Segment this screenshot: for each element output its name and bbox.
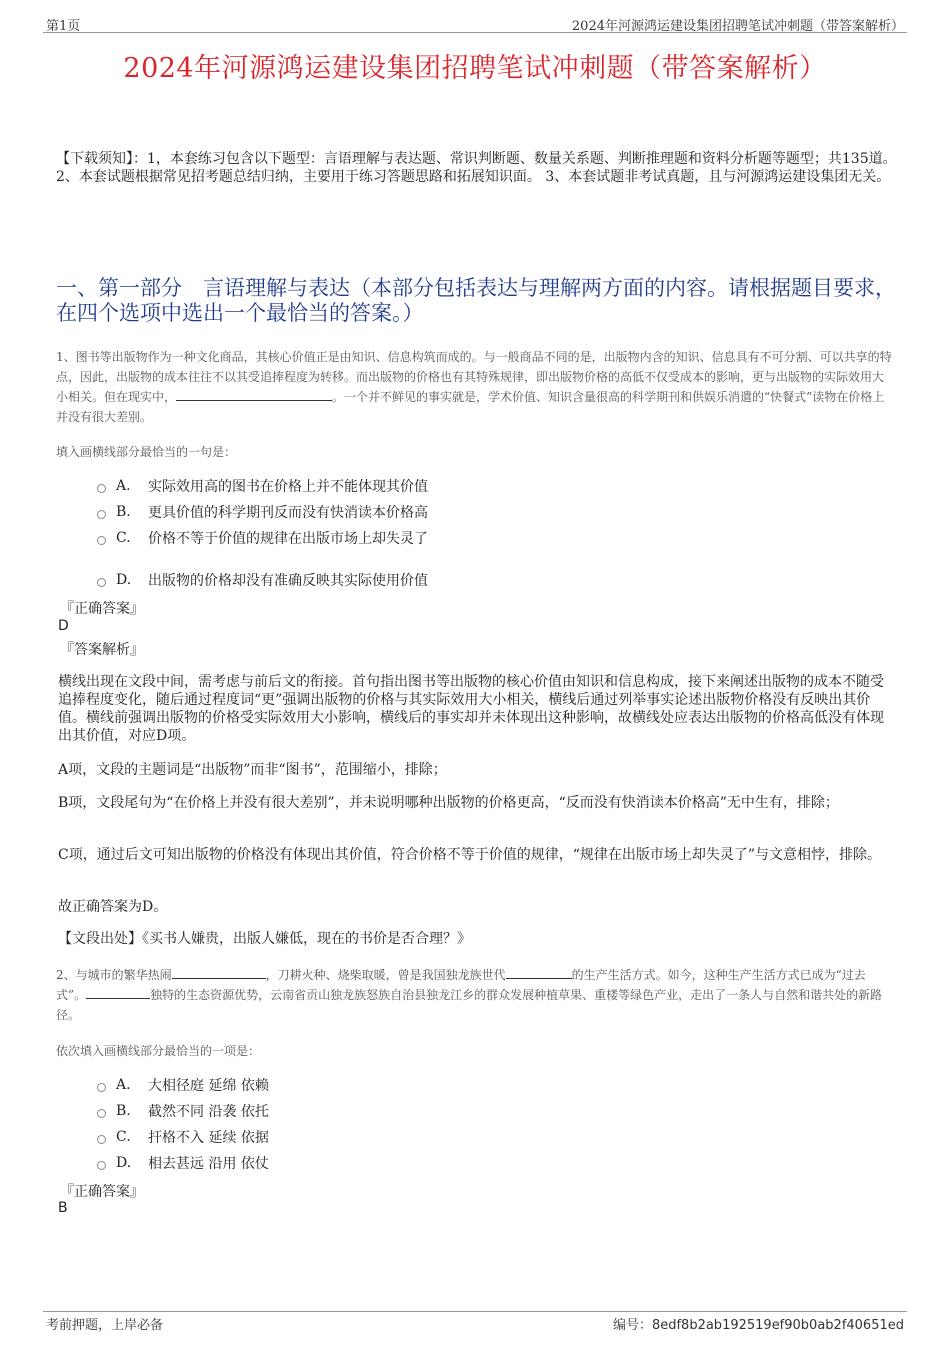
question-1-answer-label: 『正确答案』: [60, 601, 144, 617]
answer-blank: [506, 966, 572, 979]
question-1-answer: D: [58, 618, 69, 634]
footer-code-value: 8edf8b2ab192519ef90b0ab2f40651ed: [651, 1318, 904, 1333]
question-1-stem: [56, 347, 892, 427]
radio-icon[interactable]: [97, 1083, 106, 1092]
page-number: 第1页: [46, 19, 81, 34]
option-text: 扞格不入 延续 依据: [148, 1130, 269, 1146]
answer-blank: [86, 986, 150, 999]
option-key: A.: [116, 478, 131, 494]
question-1-option-b[interactable]: [97, 502, 428, 522]
question-2-answer-label: 『正确答案』: [60, 1184, 144, 1200]
answer-blank: [176, 388, 332, 401]
option-text: 截然不同 沿袭 依托: [148, 1104, 269, 1120]
question-1-option-d[interactable]: [97, 570, 428, 590]
question-2-stem-part-3: 的生产生活方式。如今，这种生产生活方式已成为“过去式”。: [56, 968, 866, 1002]
radio-icon[interactable]: [97, 1135, 106, 1144]
answer-blank: [172, 966, 266, 979]
radio-icon[interactable]: [97, 536, 106, 545]
radio-icon[interactable]: [97, 1161, 106, 1170]
question-2-stem-part-2: ，刀耕火种、烧柴取暖，曾是我国独龙族世代: [265, 968, 506, 982]
question-1-option-c[interactable]: [97, 528, 428, 548]
question-2-option-a[interactable]: [97, 1075, 269, 1095]
option-key: D.: [116, 1155, 132, 1171]
analysis-paragraph: 横线出现在文段中间，需考虑与前后文的衔接。首句指出图书等出版物的核心价值由知识和信息构成，接下来阐述出版物的成本不随受追捧程度变化，随后通过程度词“更”强调出版物的价格与其实际效用大小相关，横线后通过列举事实论述出版物价格没有反映出其价值。横线前强调出版物的价格受实际效用大小影响，横线后的事实却并未体现出这种影响，故横线处应表达出版物的价格高低没有体现出其价值，对应D项。: [58, 674, 884, 744]
download-notice: 【下载须知】：1，本套练习包含以下题型：言语理解与表达题、常识判断题、数量关系题、判断推理题和资料分析题等题型；共135道。 2、本套试题根据常见招考题总结归纳，主要用于练习答题思路和拓展知识面。 3、本套试题非考试真题，且与河源鸿运建设集团无关。: [56, 151, 897, 185]
footer-code: [613, 1314, 904, 1333]
question-2-option-d[interactable]: [97, 1153, 269, 1173]
radio-icon[interactable]: [97, 1109, 106, 1118]
option-text: 相去甚远 沿用 依仗: [148, 1156, 269, 1172]
option-text: 出版物的价格却没有准确反映其实际使用价值: [148, 573, 428, 589]
radio-icon[interactable]: [97, 578, 106, 587]
question-2-stem: [56, 965, 892, 1025]
option-key: C.: [116, 1129, 131, 1145]
question-2-option-c[interactable]: [97, 1127, 269, 1147]
question-1-option-a[interactable]: [97, 476, 428, 496]
question-1-stem-part-1: 1、图书等出版物作为一种文化商品，其核心价值正是由知识、信息构筑而成的。与一般商品不同的是，出版物内含的知识、信息具有不可分割、可以共享的特点，因此，出版物的成本往往不以其受追捧程度为转移。而出版物的价格也有其特殊规律，即出版物价格的高低不仅受成本的影响，更与出版物的实际效用大小相关。但在现实中，: [56, 350, 892, 404]
analysis-paragraph: C项，通过后文可知出版物的价格没有体现出其价值，符合价格不等于价值的规律，“规律在出版市场上却失灵了”与文意相悖，排除。: [58, 847, 882, 863]
option-text: 大相径庭 延绵 依赖: [148, 1078, 269, 1094]
option-key: A.: [116, 1077, 131, 1093]
question-2-prompt: 依次填入画横线部分最恰当的一项是：: [56, 1044, 261, 1058]
footer-divider: [43, 1311, 907, 1312]
analysis-paragraph: A项，文段的主题词是“出版物”而非“图书”，范围缩小，排除；: [58, 762, 447, 778]
radio-icon[interactable]: [97, 484, 106, 493]
analysis-paragraph: 故正确答案为D。: [58, 899, 168, 915]
option-text: 更具价值的科学期刊反而没有快消读本价格高: [148, 505, 428, 521]
option-key: D.: [116, 572, 132, 588]
section-heading: 一、第一部分 言语理解与表达（本部分包括表达与理解两方面的内容。请根据题目要求，在四个选项中选出一个最恰当的答案。）: [56, 276, 896, 325]
question-2-option-b[interactable]: [97, 1101, 269, 1121]
footer-code-label: 编号：: [612, 1318, 652, 1333]
question-1-prompt: 填入画横线部分最恰当的一句是：: [56, 445, 237, 459]
footer-slogan: 考前押题，上岸必备: [46, 1318, 164, 1333]
question-1-analysis-label: 『答案解析』: [60, 642, 144, 658]
question-2-stem-part-1: 2、与城市的繁华热闹: [56, 968, 172, 982]
source-citation: 【文段出处】《买书人嫌贵，出版人嫌低，现在的书价是否合理？》: [58, 931, 471, 947]
question-2-stem-part-4: 独特的生态资源优势，云南省贡山独龙族怒族自治县独龙江乡的群众发展种植草果、重楼等绿色产业，走出了一条人与自然和谐共处的新路径。: [56, 988, 883, 1022]
option-key: B.: [116, 1103, 131, 1119]
option-text: 价格不等于价值的规律在出版市场上却失灵了: [148, 531, 428, 547]
option-key: C.: [116, 530, 131, 546]
header-divider: [43, 32, 907, 33]
question-1-stem-part-2: 。一个并不鲜见的事实就是，学术价值、知识含量很高的科学期刊和供娱乐消遣的“快餐式”读物在价格上并没有很大差别。: [56, 390, 885, 424]
option-key: B.: [116, 504, 131, 520]
page-title: 2024年河源鸿运建设集团招聘笔试冲刺题（带答案解析）: [123, 53, 827, 84]
option-text: 实际效用高的图书在价格上并不能体现其价值: [148, 479, 428, 495]
radio-icon[interactable]: [97, 510, 106, 519]
analysis-paragraph: B项，文段尾句为“在价格上并没有很大差别”，并未说明哪种出版物的价格更高，“反而没有快消读本价格高”无中生有，排除；: [58, 795, 839, 811]
question-2-answer: B: [58, 1200, 68, 1216]
header-doc-title: 2024年河源鸿运建设集团招聘笔试冲刺题（带答案解析）: [571, 19, 904, 34]
